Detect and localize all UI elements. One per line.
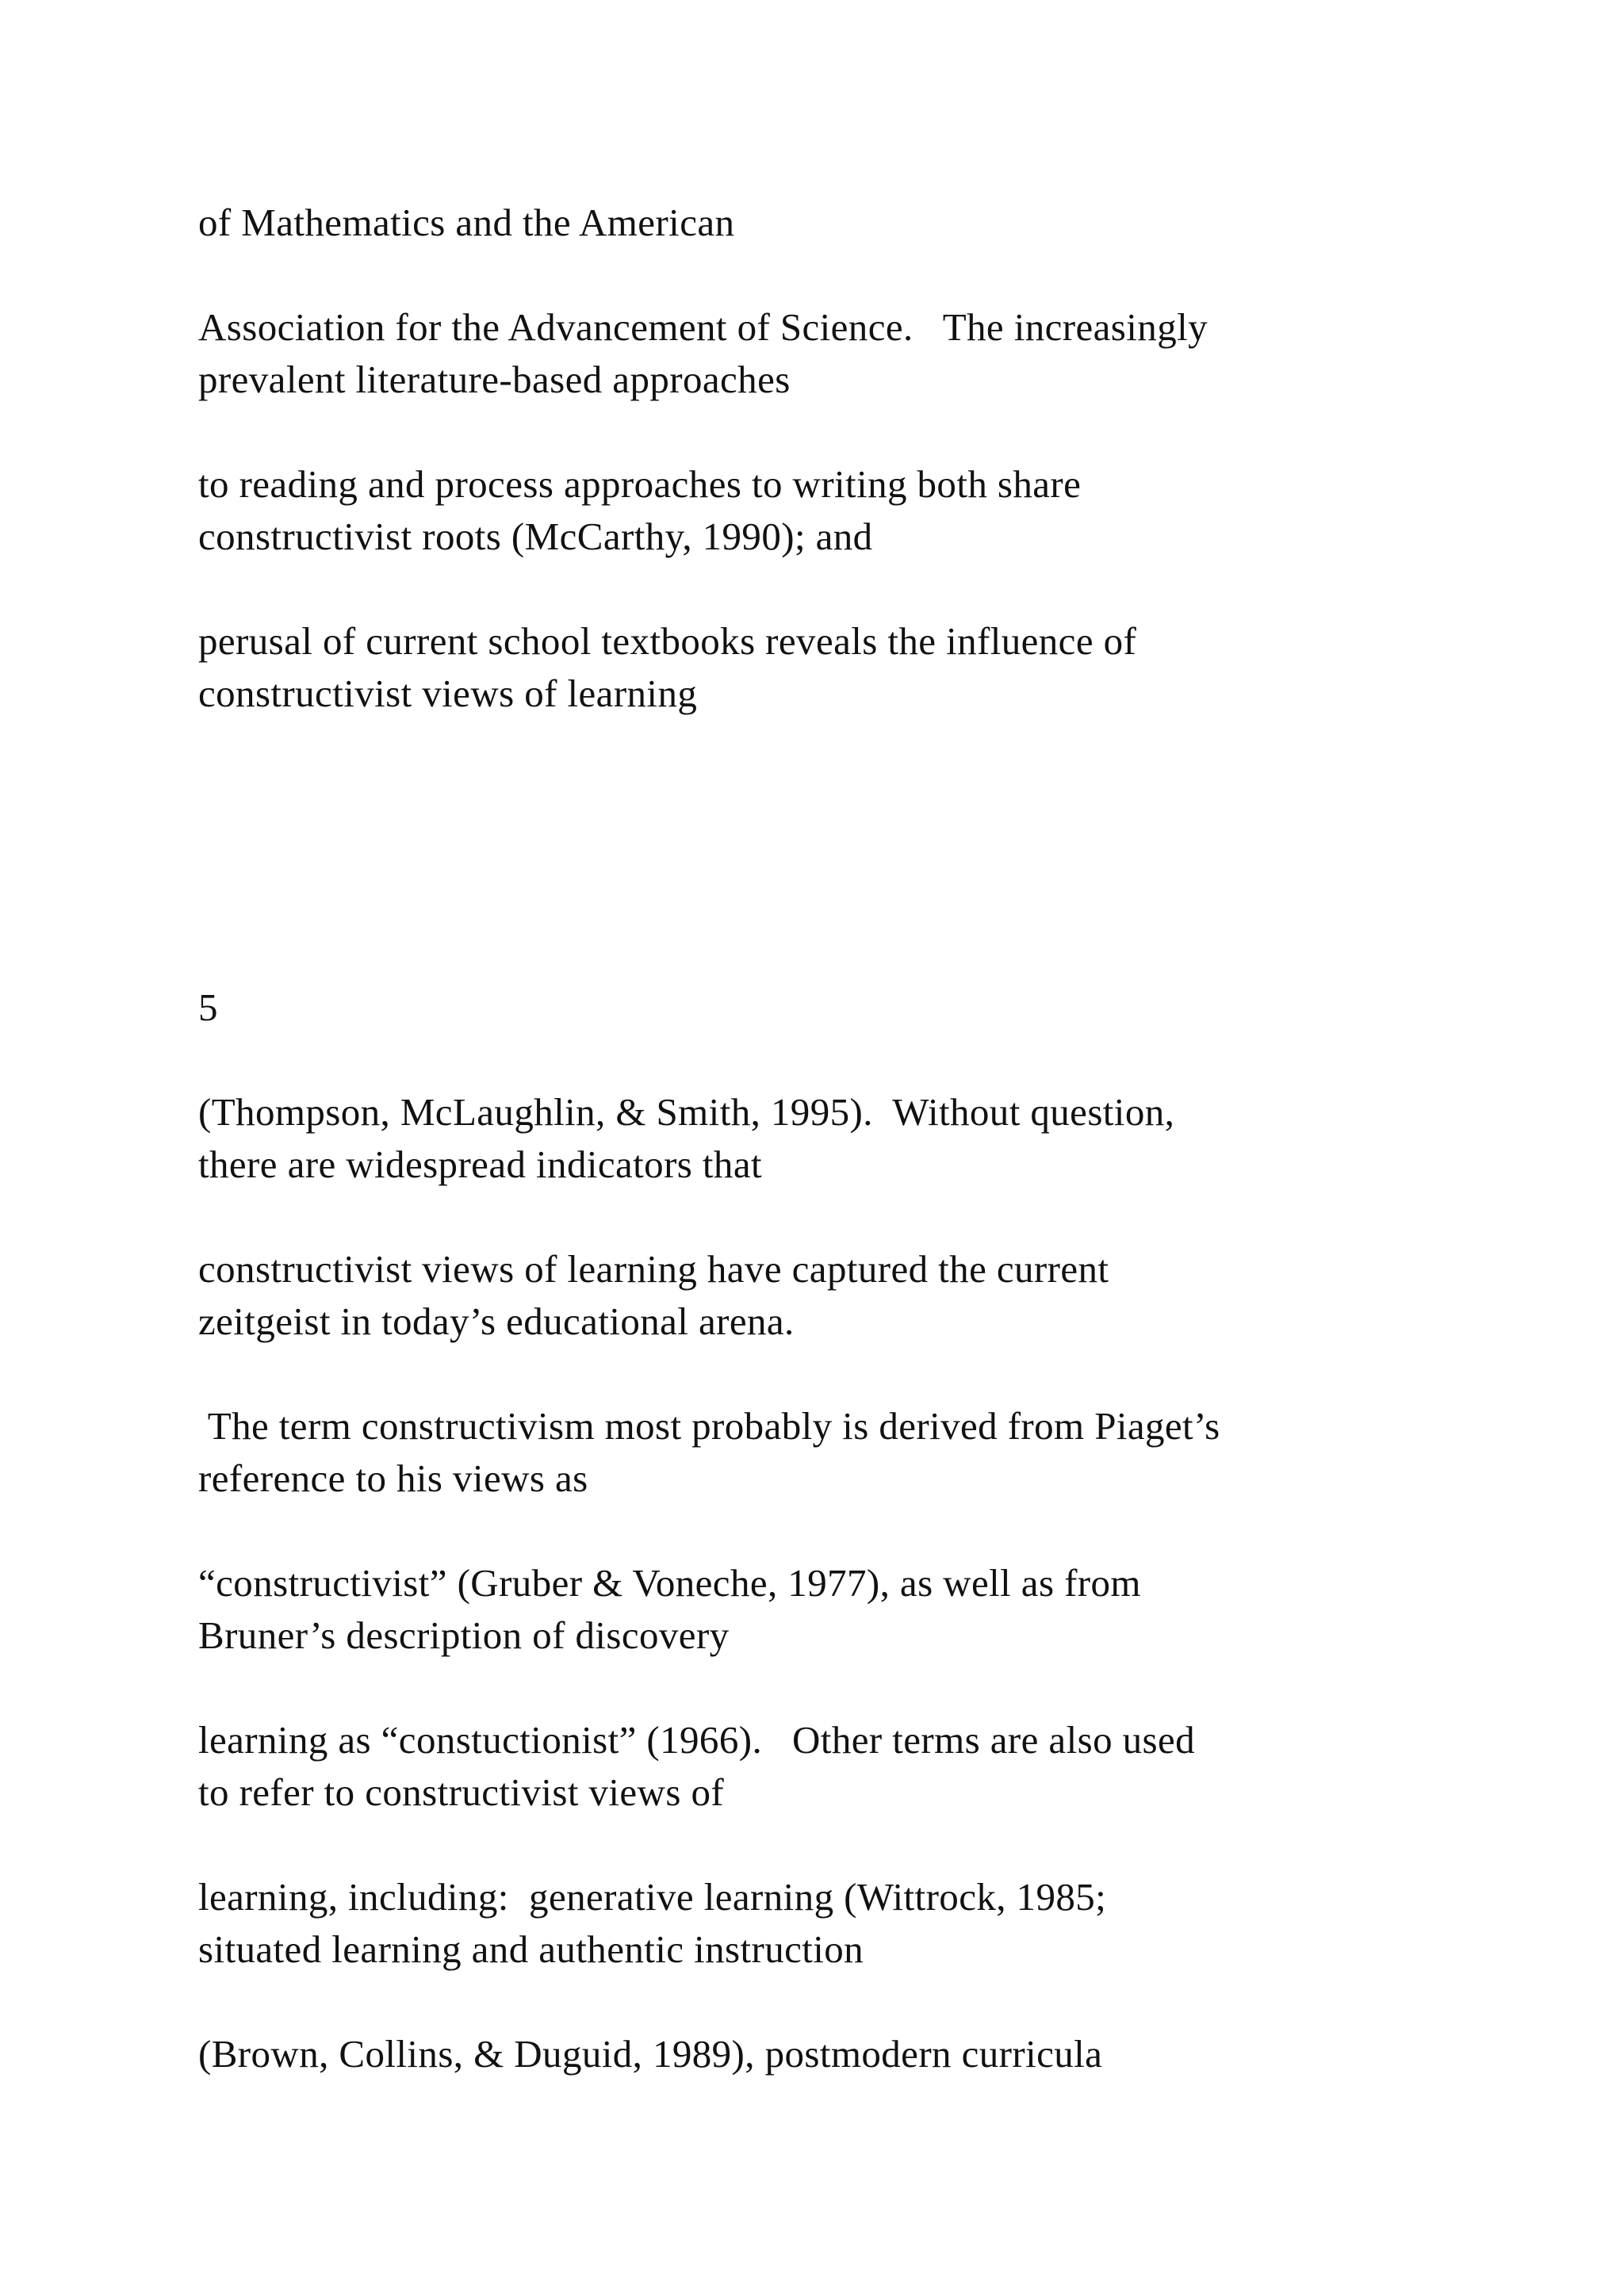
text-line: (Thompson, McLaughlin, & Smith, 1995). Without question, bbox=[198, 1090, 1175, 1134]
text-line: to reading and process approaches to writing both share bbox=[198, 462, 1082, 506]
text-line: The term constructivism most probably is derived from Piaget’s bbox=[198, 1404, 1220, 1448]
text-line: learning as “constuctionist” (1966). Other terms are also used bbox=[198, 1718, 1196, 1762]
text-line: perusal of current school textbooks reveals the influence of bbox=[198, 619, 1137, 663]
text-line: (Brown, Collins, & Duguid, 1989), postmodern curricula bbox=[198, 2032, 1103, 2076]
text-line: learning, including: generative learning (Wittrock, 1985; bbox=[198, 1875, 1107, 1919]
text-line: “constructivist” (Gruber & Voneche, 1977), as well as from bbox=[198, 1561, 1141, 1605]
text-line: constructivist roots (McCarthy, 1990); and bbox=[198, 515, 873, 558]
text-line: constructivist views of learning have captured the current bbox=[198, 1247, 1109, 1291]
text-line: to refer to constructivist views of bbox=[198, 1770, 725, 1814]
text-line: there are widespread indicators that bbox=[198, 1142, 762, 1186]
text-line: reference to his views as bbox=[198, 1456, 588, 1500]
text-line: prevalent literature-based approaches bbox=[198, 358, 791, 401]
text-line: constructivist views of learning bbox=[198, 672, 698, 715]
text-line: zeitgeist in today’s educational arena. bbox=[198, 1299, 795, 1343]
text-line: of Mathematics and the American bbox=[198, 201, 735, 244]
text-line: Bruner’s description of discovery bbox=[198, 1613, 730, 1657]
page-number: 5 bbox=[198, 985, 218, 1029]
text-line: situated learning and authentic instruction bbox=[198, 1927, 864, 1971]
text-line: Association for the Advancement of Science. The increasingly bbox=[198, 305, 1208, 349]
